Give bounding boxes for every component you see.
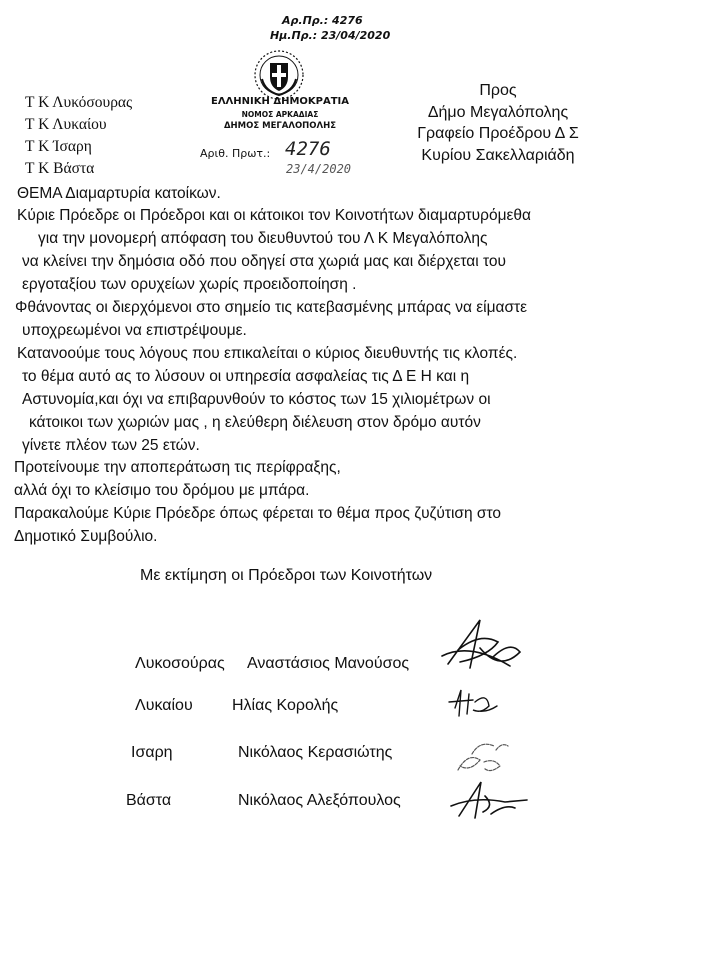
signature-icon [445,684,505,724]
recipient-to: Προς [479,82,517,99]
signatory-name: Νικόλαος Αλεξόπουλος [238,792,401,809]
body-line: το θέμα αυτό ας το λύσουν οι υπηρεσία ασφαλείας τις Δ Ε Η και η [22,368,470,385]
sender-lykaiou: Τ Κ Λυκαίου [25,116,107,133]
signature-icon [450,732,515,780]
recipient-block [392,80,604,166]
crest-line-municipality: ΔΗΜΟΣ ΜΕΓΑΛΟΠΟΛΗΣ [223,121,337,131]
recipient-municipality: Δήμο Μεγαλόπολης [427,103,569,121]
body-line: αλλά όχι το κλείσιμο του δρόμου με μπάρα. [14,482,310,499]
signatory-name: Νικόλαος Κερασιώτης [238,744,393,761]
crest-line-country: ΕΛΛΗΝΙΚΗ ΔΗΜΟΚΡΑΤΙΑ [210,96,350,107]
sender-vasta: Τ Κ Βάστα [25,160,95,177]
body-line: να κλείνει την δημόσια οδό που οδηγεί στα χωριά μας και διέρχεται του [22,253,506,270]
recipient-person: Κυρίου Σακελλαριάδη [421,146,575,164]
signatory-community: Λυκαίου [135,697,193,714]
body-line: γίνετε πλέον των 25 ετών. [22,437,200,454]
body-line: εργοταξίου των ορυχείων χωρίς προειδοποίηση . [22,276,357,293]
body-line: Αστυνομία,και όχι να επιβαρυνθούν το κόστος των 15 χιλιομέτρων οι [22,391,491,408]
subject-line: ΘΕΜΑ Διαμαρτυρία κατοίκων. [17,185,221,202]
sender-lykosouras: Τ Κ Λυκόσουρας [25,94,133,111]
closing-line: Με εκτίμηση οι Πρόεδροι των Κοινοτήτων [140,567,433,584]
signatory-community: Λυκοσούρας [135,655,225,672]
protocol-date: Ημ.Πρ.: 23/04/2020 [270,29,391,42]
greek-coat-of-arms-icon [253,49,305,101]
body-line: κάτοικοι των χωριών μας , η ελεύθερη διέλευση στον δρόμο αυτόν [29,414,481,431]
signatory-name: Αναστάσιος Μανούσος [247,655,410,672]
body-line: Κατανοούμε τους λόγους που επικαλείται ο κύριος διευθυντής τις κλοπές. [17,345,518,362]
signature-icon [445,776,530,824]
body-line: για την μονομερή απόφαση του διευθυντού του Λ Κ Μεγαλόπολης [38,230,488,247]
body-line: Προτείνουμε την αποπεράτωση τις περίφραξης, [14,459,341,476]
sender-isari: Τ Κ Ίσαρη [25,138,92,155]
signatory-community: Ισαρη [131,744,173,761]
crest-line-prefecture: ΝΟΜΟΣ ΑΡΚΑΔΙΑΣ [241,110,319,119]
body-line: υποχρεωμένοι να επιστρέψουμε. [22,322,247,339]
signatory-name: Ηλίας Κορολής [232,697,339,714]
body-line: Φθάνοντας οι διερχόμενοι στο σημείο τις κατεβασμένης μπάρας να είμαστε [15,299,528,316]
signatory-community: Βάστα [126,792,172,809]
signature-icon [440,612,530,680]
handwritten-protocol-date: 23/4/2020 [286,162,352,176]
crest-protocol-label: Αριθ. Πρωτ.: [200,147,271,160]
sender-list [25,92,132,180]
body-line: Δημοτικό Συμβούλιο. [14,528,158,545]
recipient-office: Γραφείο Προέδρου Δ Σ [417,125,579,142]
protocol-number: Αρ.Πρ.: 4276 [282,14,363,27]
body-line: Παρακαλούμε Κύριε Πρόεδρε όπως φέρεται το θέμα προς ζυζύτιση στο [14,505,502,522]
handwritten-protocol-number: 4276 [285,138,331,160]
body-line: Κύριε Πρόεδρε οι Πρόεδροι και οι κάτοικοι τον Κοινοτήτων διαμαρτυρόμεθα [17,207,532,224]
